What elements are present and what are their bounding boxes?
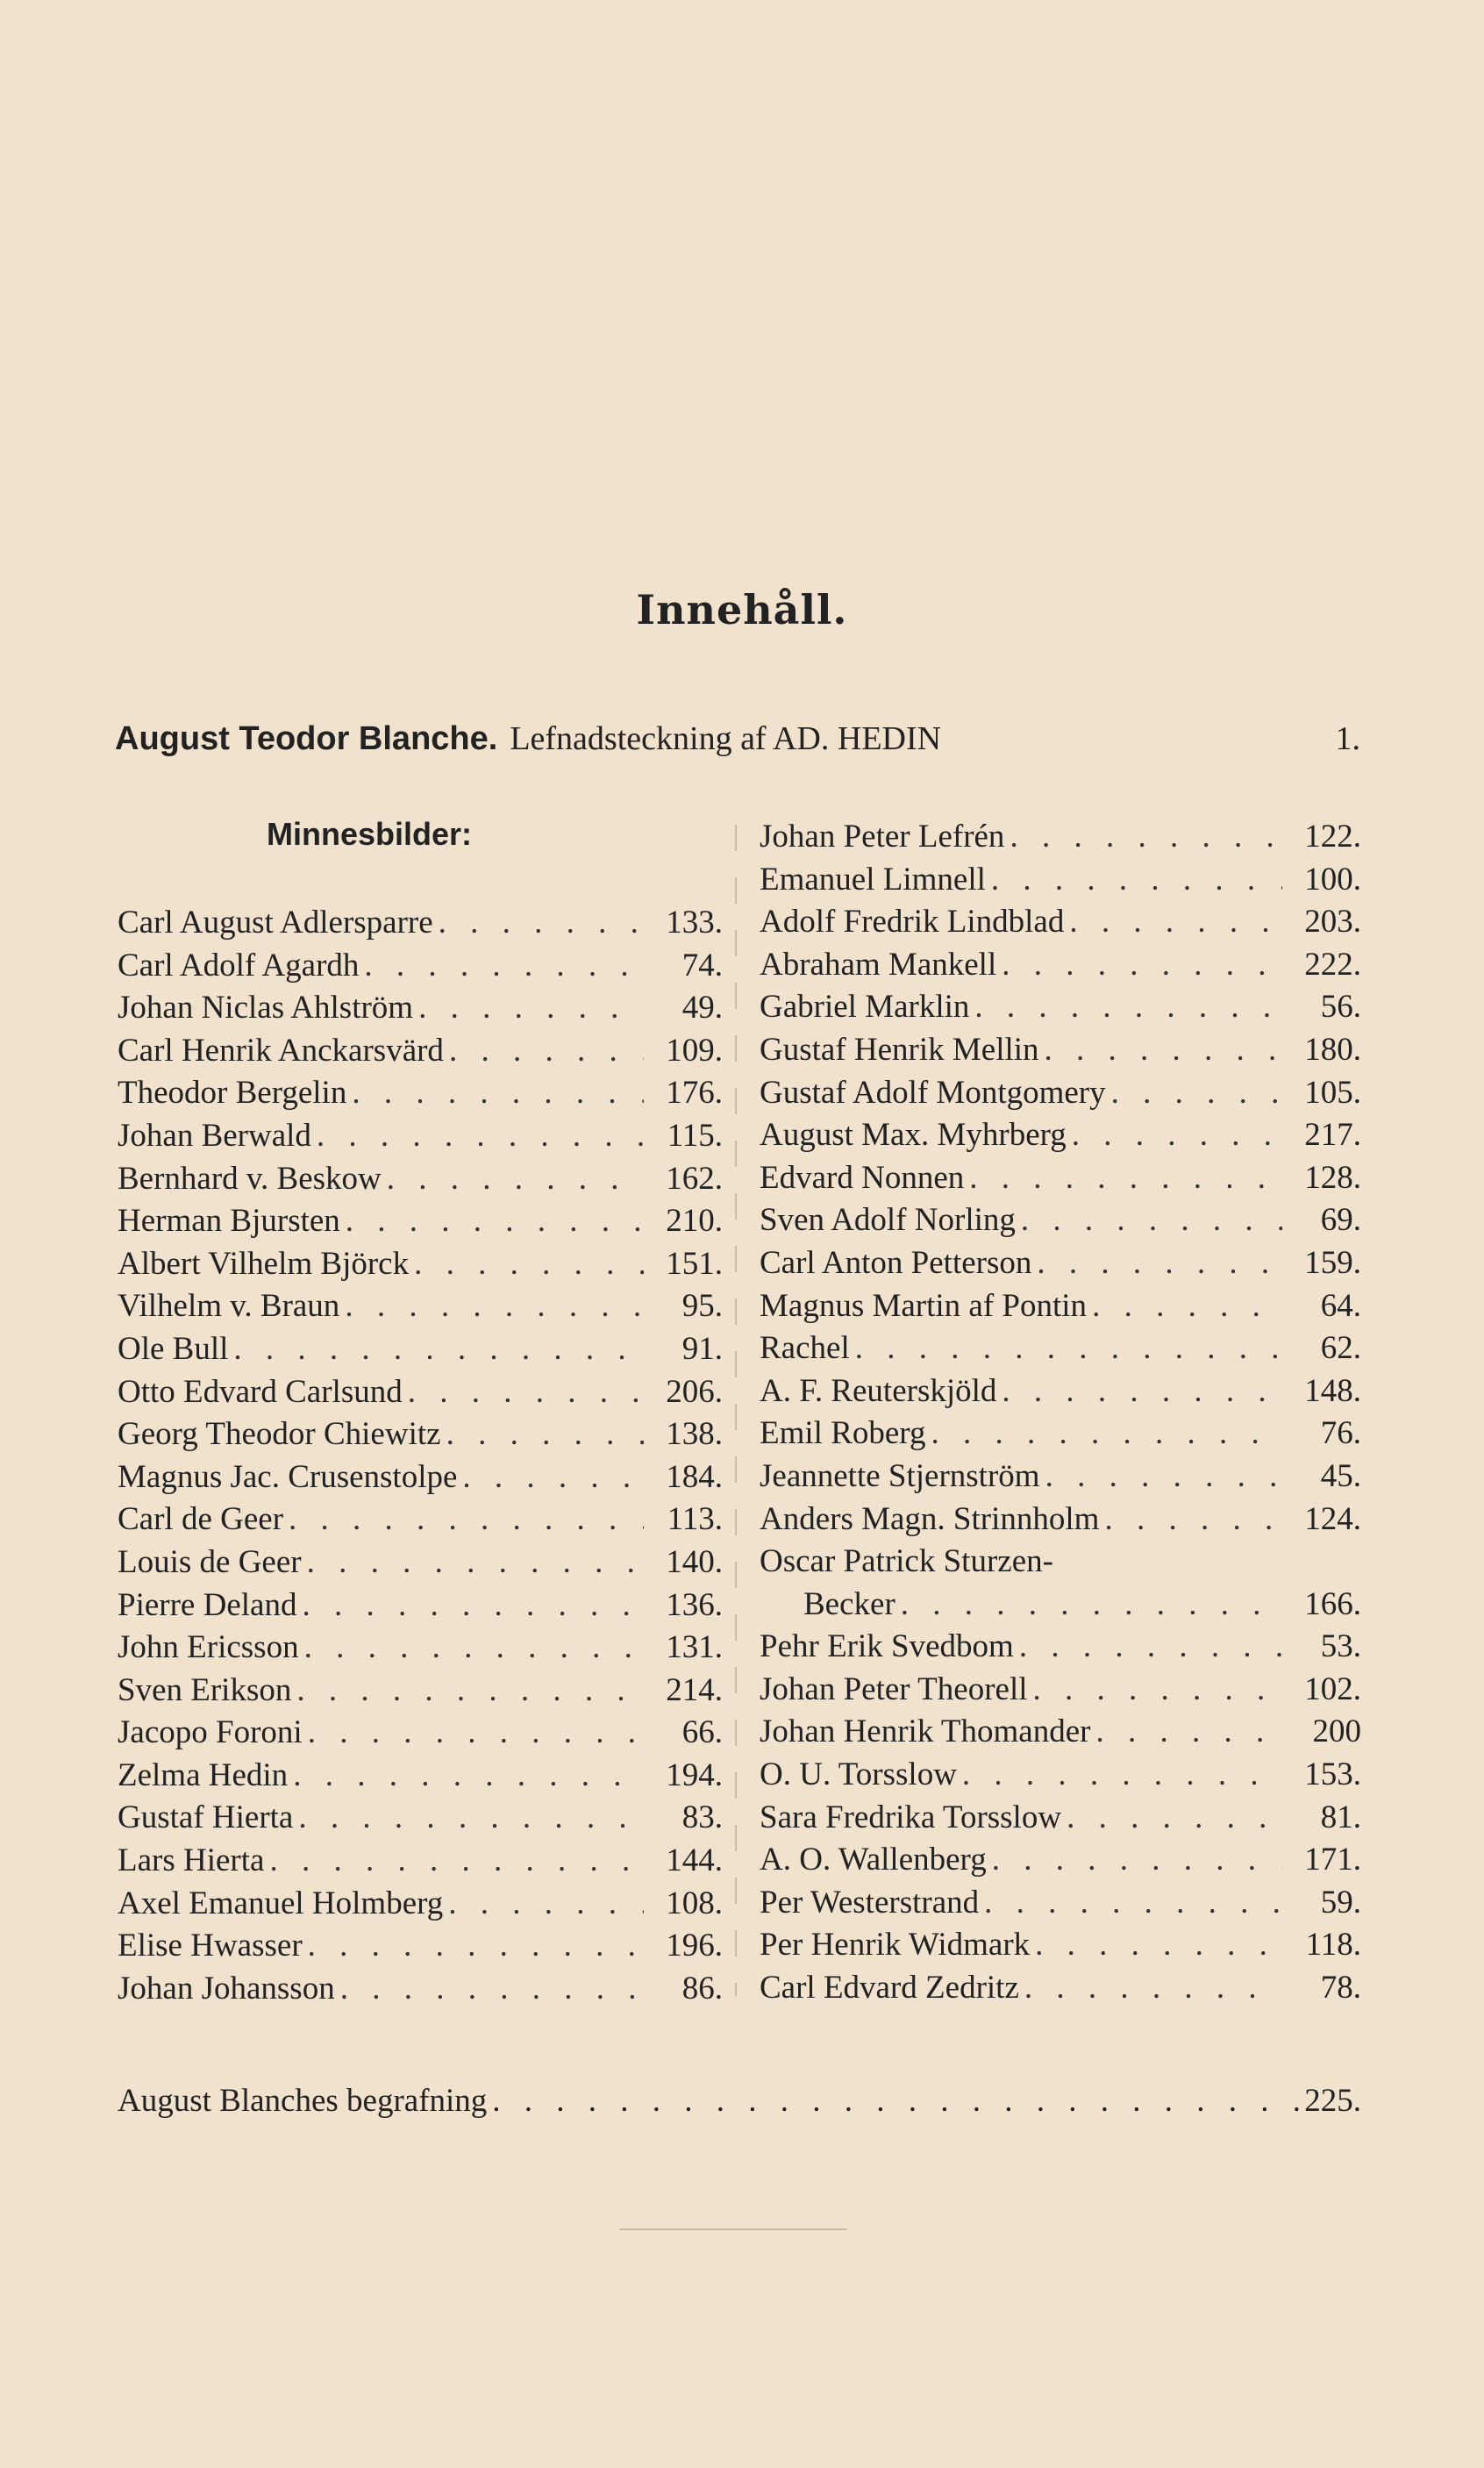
- toc-entry: [118, 945, 723, 988]
- header-description: Lefnadsteckning af AD. HEDIN: [510, 720, 942, 757]
- right-column: [760, 816, 1361, 2010]
- leader-dots: [1037, 1242, 1282, 1285]
- toc-entry: [760, 1967, 1361, 2010]
- entry-page-number: 151.: [666, 1245, 723, 1282]
- entry-page-number: 53.: [1320, 1628, 1361, 1665]
- entry-name: Pierre Deland: [118, 1586, 297, 1623]
- leader-dots: [233, 1328, 644, 1371]
- leader-dots: [308, 1712, 644, 1755]
- leader-dots: [492, 2079, 1299, 2123]
- entry-page-number: 131.: [666, 1629, 723, 1666]
- leader-dots: [1033, 1669, 1282, 1712]
- entry-name: Abraham Mankell: [760, 946, 997, 983]
- entry-page-number: 74.: [681, 947, 723, 984]
- toc-entry: [118, 1499, 723, 1542]
- entry-name: Johan Johansson: [118, 1970, 335, 2007]
- toc-entry: [760, 1669, 1361, 1712]
- footer-entry: [118, 2079, 1361, 2123]
- entry-name: Becker: [803, 1585, 895, 1622]
- entry-page-number: 184.: [666, 1458, 723, 1495]
- toc-entry: [760, 1754, 1361, 1797]
- entry-page-number: 194.: [666, 1756, 723, 1793]
- entry-name: Johan Peter Theorell: [760, 1670, 1028, 1707]
- entry-name: John Ericsson: [118, 1629, 299, 1666]
- entry-page-number: 122.: [1304, 819, 1361, 855]
- leader-dots: [448, 1883, 644, 1926]
- footer-page-number: 225.: [1304, 2083, 1361, 2119]
- entry-page-number: 81.: [1320, 1799, 1361, 1835]
- toc-entry: [118, 1285, 723, 1328]
- entry-name: Gustaf Henrik Mellin: [760, 1031, 1039, 1068]
- toc-entry: [118, 987, 723, 1030]
- leader-dots: [289, 1499, 644, 1542]
- entry-name: Carl Anton Petterson: [760, 1244, 1032, 1281]
- toc-entry: [760, 816, 1361, 859]
- toc-entry: [118, 1542, 723, 1585]
- entry-name: August Max. Myhrberg: [760, 1117, 1067, 1154]
- entry-page-number: 124.: [1304, 1500, 1361, 1537]
- entry-name: Carl August Adlersparre: [118, 905, 433, 941]
- leader-dots: [293, 1755, 644, 1798]
- entry-name: Otto Edvard Carlsund: [118, 1373, 403, 1410]
- leader-dots: [446, 1413, 644, 1456]
- entry-name: Axel Emanuel Holmberg: [118, 1885, 444, 1921]
- leader-dots: [1002, 1370, 1282, 1413]
- toc-entry: [760, 1413, 1361, 1456]
- entry-page-number: 49.: [681, 990, 723, 1027]
- toc-entry: [760, 1797, 1361, 1840]
- leader-dots: [269, 1840, 644, 1883]
- leader-dots: [302, 1585, 644, 1627]
- toc-entry: [118, 1158, 723, 1201]
- toc-entry: [760, 1370, 1361, 1413]
- entry-page-number: 210.: [666, 1203, 723, 1240]
- toc-entry: [118, 1797, 723, 1840]
- toc-entry: [760, 1242, 1361, 1285]
- entry-name: Elise Hwasser: [118, 1928, 303, 1964]
- toc-entry: [760, 1285, 1361, 1328]
- toc-entry: [118, 1968, 723, 2011]
- entry-name: Pehr Erik Svedbom: [760, 1628, 1014, 1665]
- section-label: Minnesbilder:: [267, 816, 473, 852]
- entry-name: Sara Fredrika Torsslow: [760, 1799, 1062, 1835]
- entry-name: Emanuel Limnell: [760, 861, 986, 898]
- toc-entry: [760, 1114, 1361, 1157]
- leader-dots: [1045, 1029, 1282, 1072]
- toc-entry: [118, 1840, 723, 1883]
- leader-dots: [346, 1200, 644, 1243]
- leader-dots: [1092, 1285, 1282, 1328]
- entry-name: Gustaf Adolf Montgomery: [760, 1074, 1106, 1111]
- entry-name: Gustaf Hierta: [118, 1799, 294, 1836]
- entry-name: Vilhelm v. Braun: [118, 1288, 340, 1325]
- leader-dots: [414, 1243, 644, 1286]
- entry-page-number: 66.: [681, 1714, 723, 1751]
- leader-dots: [1024, 1967, 1282, 2010]
- entry-page-number: 113.: [667, 1501, 723, 1538]
- toc-entry: [118, 1585, 723, 1627]
- entry-name: Rachel: [760, 1330, 850, 1367]
- entry-name: Johan Berwald: [118, 1117, 311, 1154]
- leader-dots: [308, 1925, 644, 1968]
- leader-dots: [408, 1371, 644, 1414]
- entry-name: Lars Hierta: [118, 1842, 265, 1879]
- toc-entry: [760, 1157, 1361, 1200]
- toc-entry: [760, 944, 1361, 987]
- entry-page-number: 176.: [666, 1075, 723, 1112]
- entry-name: Johan Niclas Ahlström: [118, 990, 414, 1027]
- entry-page-number: 148.: [1304, 1372, 1361, 1409]
- entry-page-number: 78.: [1320, 1970, 1361, 2007]
- page-title: Innehåll.: [636, 586, 848, 633]
- toc-entry: [760, 1499, 1361, 1542]
- entry-page-number: 140.: [666, 1543, 723, 1580]
- entry-page-number: 171.: [1304, 1842, 1361, 1878]
- entry-page-number: 200: [1312, 1713, 1361, 1750]
- entry-page-number: 144.: [666, 1842, 723, 1879]
- leader-dots: [1021, 1199, 1282, 1242]
- toc-entry: [118, 1030, 723, 1073]
- header-entry: [115, 719, 1360, 758]
- leader-dots: [1045, 1456, 1282, 1499]
- entry-page-number: 95.: [681, 1288, 723, 1325]
- leader-dots: [340, 1968, 644, 2011]
- entry-name: Louis de Geer: [118, 1543, 302, 1580]
- leader-dots: [1010, 816, 1282, 859]
- toc-entry: [118, 1200, 723, 1243]
- entry-name: Carl Edvard Zedritz: [760, 1970, 1019, 2007]
- entry-page-number: 62.: [1320, 1330, 1361, 1367]
- toc-entry: [760, 1541, 1361, 1584]
- entry-name: Sven Erikson: [118, 1671, 292, 1708]
- toc-entry: [118, 1413, 723, 1456]
- leader-dots: [1035, 1924, 1282, 1967]
- entry-page-number: 115.: [667, 1117, 723, 1154]
- toc-entry: [760, 1839, 1361, 1882]
- entry-page-number: 153.: [1304, 1756, 1361, 1793]
- toc-entry: [760, 1456, 1361, 1499]
- entry-page-number: 56.: [1320, 989, 1361, 1026]
- entry-name: Per Henrik Widmark: [760, 1927, 1031, 1964]
- entry-name: Jacopo Foroni: [118, 1714, 303, 1751]
- entry-name: Johan Henrik Thomander: [760, 1713, 1091, 1750]
- entry-name: A. O. Wallenberg: [760, 1842, 987, 1878]
- entry-name: Emil Roberg: [760, 1415, 926, 1452]
- leader-dots: [317, 1115, 644, 1158]
- toc-entry: [118, 1456, 723, 1499]
- leader-dots: [901, 1584, 1282, 1627]
- left-column: [118, 816, 723, 2010]
- header-page-number: 1.: [1335, 720, 1360, 757]
- leader-dots: [352, 1072, 644, 1115]
- entry-name: Herman Bjursten: [118, 1203, 340, 1240]
- bottom-rule: [619, 2228, 847, 2230]
- leader-dots: [991, 859, 1282, 902]
- entry-name: A. F. Reuterskjöld: [760, 1372, 997, 1409]
- entry-name: Theodor Bergelin: [118, 1075, 347, 1112]
- entry-name: Zelma Hedin: [118, 1756, 289, 1793]
- leader-dots: [1095, 1711, 1282, 1754]
- leader-dots: [387, 1158, 644, 1201]
- toc-entry: [118, 1072, 723, 1115]
- header-subject: August Teodor Blanche.: [115, 720, 498, 757]
- entry-page-number: 159.: [1304, 1244, 1361, 1281]
- toc-entry: [118, 1371, 723, 1414]
- entry-page-number: 214.: [666, 1671, 723, 1708]
- entry-page-number: 206.: [666, 1373, 723, 1410]
- entry-page-number: 133.: [666, 905, 723, 941]
- leader-dots: [931, 1413, 1282, 1456]
- leader-dots: [1111, 1072, 1282, 1115]
- entry-page-number: 69.: [1320, 1202, 1361, 1239]
- entry-name: Jeannette Stjernström: [760, 1457, 1040, 1494]
- leader-dots: [984, 1882, 1282, 1925]
- leader-dots: [962, 1754, 1282, 1797]
- toc-entry: [118, 1670, 723, 1713]
- leader-dots: [304, 1627, 644, 1670]
- right-entry-list: [760, 816, 1361, 2010]
- entry-page-number: 86.: [681, 1970, 723, 2007]
- entry-page-number: 45.: [1320, 1457, 1361, 1494]
- entry-name: Bernhard v. Beskow: [118, 1160, 382, 1197]
- toc-entry: [118, 1712, 723, 1755]
- toc-entry: [760, 1711, 1361, 1754]
- leader-dots: [992, 1839, 1282, 1882]
- entry-page-number: 136.: [666, 1586, 723, 1623]
- leader-dots: [298, 1797, 644, 1840]
- toc-entry: [760, 1924, 1361, 1967]
- entry-page-number: 222.: [1304, 946, 1361, 983]
- entry-name: Carl Henrik Anckarsvärd: [118, 1032, 444, 1069]
- left-entry-list: [118, 902, 723, 2010]
- entry-page-number: 217.: [1304, 1117, 1361, 1154]
- toc-entry: [118, 902, 723, 945]
- entry-page-number: 203.: [1304, 904, 1361, 941]
- entry-page-number: 128.: [1304, 1159, 1361, 1196]
- entry-name: Carl Adolf Agardh: [118, 947, 360, 984]
- toc-entry: [760, 1882, 1361, 1925]
- toc-entry: [118, 1883, 723, 1926]
- entry-name: Oscar Patrick Sturzen-: [760, 1543, 1053, 1580]
- leader-dots: [1019, 1626, 1282, 1669]
- entry-page-number: 59.: [1320, 1884, 1361, 1921]
- leader-dots: [1069, 901, 1282, 944]
- entry-name: O. U. Torsslow: [760, 1756, 957, 1793]
- entry-page-number: 166.: [1304, 1585, 1361, 1622]
- toc-entry: [760, 1072, 1361, 1115]
- toc-entry: [118, 1925, 723, 1968]
- entry-page-number: 76.: [1320, 1415, 1361, 1452]
- leader-dots: [307, 1542, 644, 1585]
- entry-name: Georg Theodor Chiewitz: [118, 1416, 441, 1453]
- toc-entry: [760, 1029, 1361, 1072]
- entry-page-number: [1288, 1541, 1361, 1584]
- entry-page-number: 100.: [1304, 861, 1361, 898]
- column-divider: [735, 825, 737, 1996]
- toc-entry: [760, 1584, 1361, 1627]
- entry-name: Magnus Martin af Pontin: [760, 1287, 1088, 1324]
- entry-page-number: 138.: [666, 1416, 723, 1453]
- leader-dots: [974, 986, 1282, 1029]
- leader-dots: [439, 902, 644, 945]
- toc-entry: [118, 1243, 723, 1286]
- toc-entry: [118, 1627, 723, 1670]
- entry-page-number: 180.: [1304, 1031, 1361, 1068]
- entry-name: Adolf Fredrik Lindblad: [760, 904, 1065, 941]
- entry-page-number: 196.: [666, 1928, 723, 1964]
- toc-entry: [760, 986, 1361, 1029]
- entry-name: Albert Vilhelm Björck: [118, 1245, 410, 1282]
- leader-dots: [1059, 1541, 1282, 1584]
- toc-entry: [760, 859, 1361, 902]
- entry-name: Ole Bull: [118, 1330, 229, 1367]
- entry-page-number: 105.: [1304, 1074, 1361, 1111]
- entry-page-number: 162.: [666, 1160, 723, 1197]
- entry-name: Anders Magn. Strinnholm: [760, 1500, 1100, 1537]
- entry-page-number: 102.: [1304, 1670, 1361, 1707]
- toc-entry: [118, 1115, 723, 1158]
- entry-name: Per Westerstrand: [760, 1884, 980, 1921]
- leader-dots: [449, 1030, 644, 1073]
- leader-dots: [345, 1285, 644, 1328]
- toc-entry: [760, 1327, 1361, 1370]
- toc-entry: [118, 1755, 723, 1798]
- entry-name: Magnus Jac. Crusenstolpe: [118, 1458, 458, 1495]
- leader-dots: [1067, 1797, 1282, 1840]
- toc-entry: [760, 901, 1361, 944]
- footer-name: August Blanches begrafning: [118, 2083, 488, 2119]
- entry-page-number: 109.: [666, 1032, 723, 1069]
- leader-dots: [462, 1456, 644, 1499]
- toc-entry: [760, 1199, 1361, 1242]
- entry-name: Edvard Nonnen: [760, 1159, 965, 1196]
- entry-page-number: 91.: [681, 1330, 723, 1367]
- entry-name: Johan Peter Lefrén: [760, 819, 1005, 855]
- leader-dots: [1002, 944, 1282, 987]
- toc-entry: [118, 1328, 723, 1371]
- toc-entry: [760, 1626, 1361, 1669]
- leader-dots: [364, 945, 644, 988]
- leader-dots: [296, 1670, 644, 1713]
- entry-page-number: 83.: [681, 1799, 723, 1836]
- leader-dots: [1072, 1114, 1282, 1157]
- entry-page-number: 108.: [666, 1885, 723, 1921]
- entry-name: Carl de Geer: [118, 1501, 284, 1538]
- leader-dots: [855, 1327, 1282, 1370]
- leader-dots: [969, 1157, 1282, 1200]
- entry-page-number: 64.: [1320, 1287, 1361, 1324]
- entry-name: Gabriel Marklin: [760, 989, 970, 1026]
- entry-name: Sven Adolf Norling: [760, 1202, 1016, 1239]
- leader-dots: [418, 987, 644, 1030]
- entry-page-number: 118.: [1305, 1927, 1361, 1964]
- leader-dots: [1104, 1499, 1282, 1542]
